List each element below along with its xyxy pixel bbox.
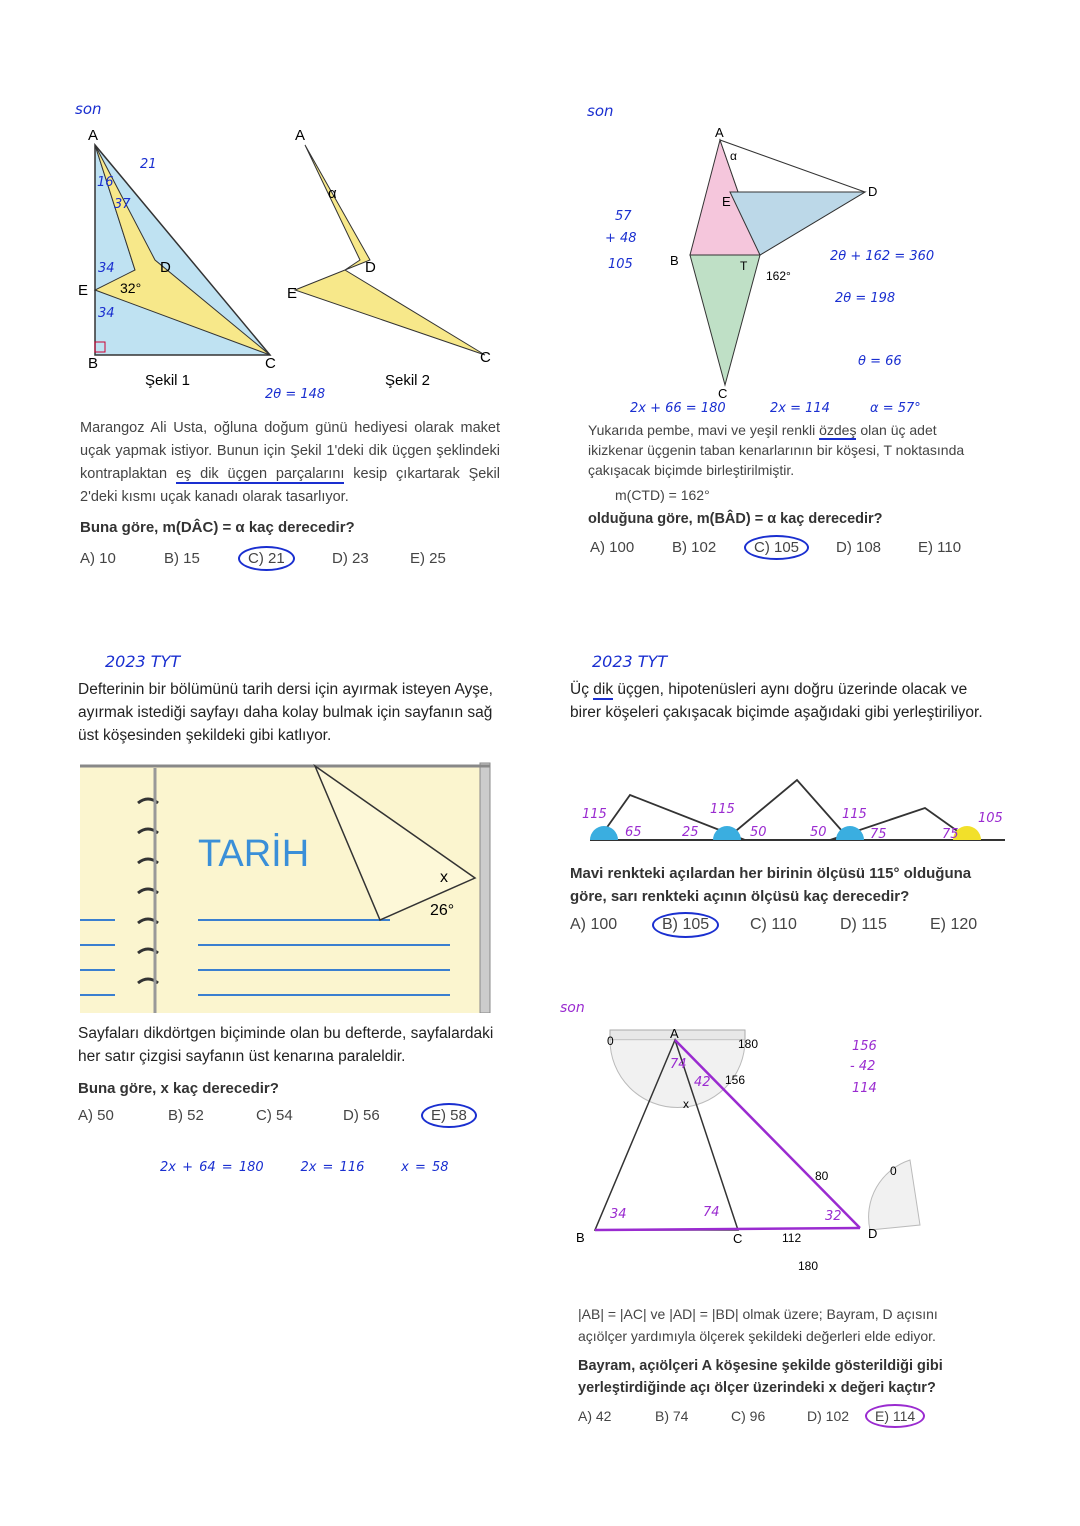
handwritten-note: 2x = 114 [770,401,830,415]
q4-body [570,862,980,934]
option-d[interactable]: D) 56 [343,1107,380,1124]
protractor-mark: 0 [890,1164,897,1178]
option-c-selected[interactable]: C) 21 [238,546,295,571]
vertex-label-a: A [670,1026,679,1041]
q2-text-part: olan üç adet ikizkenar üçgenin taban kenarlarının bir köşesi, T noktasında çakışacak biçimde birleştirilmiştir. [588,422,965,478]
vertex-label-a: A [88,127,99,144]
option-d[interactable]: D) 102 [807,1408,850,1424]
q3-intro: Defterinin bir bölümünü tarih dersi için ayırmak isteyen Ayşe, ayırmak istediği sayfayı daha kolay bulmak için sayfanın sağ üst köşesinden şekildeki gibi katlıyor. [78,681,493,744]
figure-caption: Şekil 2 [385,372,431,389]
handwritten-note: 74 [670,1057,687,1072]
handwritten-note: 105 [978,811,1003,826]
handwritten-note: 115 [842,807,867,822]
handwritten-note: 34 [98,306,115,321]
alpha-label: α [730,149,737,163]
protractor-mark: 80 [815,1169,829,1183]
option-d[interactable]: D) 115 [840,916,887,933]
handwritten-note: + 48 [605,231,637,246]
q2-text [588,420,993,480]
option-d[interactable]: D) 108 [836,539,882,556]
option-c[interactable]: C) 54 [256,1107,293,1124]
q2-options [588,539,993,556]
q2-body [588,420,993,556]
option-c-selected[interactable]: C) 105 [744,535,809,560]
q1-text-part: kesip çıkartarak Şekil 2'deki kısmı uçak kanadı olarak tasarlıyor. [80,466,500,505]
handwritten-note: 75 [942,827,959,842]
q5-figure [570,1010,1000,1290]
alpha-label: α [328,185,337,202]
vertex-label-d: D [365,259,376,276]
q5-text: |AB| = |AC| ve |AD| = |BD| olmak üzere; Bayram, D açısını açıölçer yardımıyla ölçerek şekildeki değerleri elde ediyor. [578,1306,938,1344]
handwritten-note: 115 [582,807,607,822]
option-e[interactable]: E) 120 [930,916,978,933]
handwritten-note: 75 [870,827,887,842]
q1-figure [70,120,510,410]
q3-question: Buna göre, x kaç derecedir? [78,1080,279,1097]
vertex-label-d: D [868,184,878,199]
handwritten-note: 105 [608,257,633,272]
option-a[interactable]: A) 42 [578,1408,612,1424]
vertex-label-d: D [160,259,171,276]
handwritten-note: 34 [98,261,115,276]
protractor-mark: 156 [725,1073,746,1087]
option-c[interactable]: C) 96 [731,1408,766,1424]
handwritten-note: son [560,1000,585,1016]
protractor-mark: 180 [738,1037,759,1051]
handwritten-work [78,1160,498,1175]
handwritten-note: α = 57° [870,401,921,415]
option-b[interactable]: B) 74 [655,1408,689,1424]
notebook-title: TARİH [198,833,310,875]
option-b-selected[interactable]: B) 105 [652,912,719,938]
handwritten-note: 25 [682,825,699,840]
handwritten-note: 21 [140,157,157,172]
handwritten-note: 156 [852,1039,877,1054]
handwritten-note: 2θ = 148 [265,387,326,402]
vertex-label-b: B [576,1230,585,1245]
q1-text [80,417,500,509]
handwritten-note: 2θ + 162 = 360 [830,249,935,264]
handwritten-note: 74 [703,1205,720,1220]
vertex-label-t: T [740,259,748,273]
q4-text-part: Üç [570,681,594,698]
q5-options [578,1408,983,1424]
q2-given: m(CTD) = 162° [615,487,710,503]
handwritten-step: 2x = 116 [300,1160,365,1175]
option-a[interactable]: A) 100 [570,916,618,933]
handwritten-note: 2023 TYT [592,652,668,671]
protractor-mark: 112 [782,1231,802,1245]
handwritten-note: 57 [615,209,632,224]
q3-body [78,1022,498,1175]
q5-question: Bayram, açıölçeri A köşesine şekilde gösterildiği gibi yerleştirdiğinde açı ölçer üzerindeki x değeri kaçtır? [578,1358,943,1396]
vertex-label-c: C [733,1231,743,1246]
q4-question: Mavi renkteki açılardan her birinin ölçüsü 115° olduğuna göre, sarı renkteki açının ölçüsü kaç derecedir? [570,865,972,905]
option-b[interactable]: B) 15 [164,550,200,567]
vertex-label-c: C [265,355,276,372]
vertex-label-e: E [78,282,89,299]
option-e[interactable]: E) 25 [410,550,446,567]
vertex-label-b: B [88,355,99,372]
vertex-label-c: C [718,386,728,401]
angle-label: 32° [120,280,142,296]
q3-options [78,1107,498,1124]
q2-text-underlined: özdeş [819,422,857,438]
handwritten-note: 65 [625,825,642,840]
q4-figure [570,770,1010,850]
option-e[interactable]: E) 110 [918,539,962,556]
q4-text-part: üçgen, hipotenüsleri aynı doğru üzerinde olacak ve birer köşeleri çakışacak biçimde aşağıdaki gibi yerleştiriliyor. [570,681,983,721]
option-b[interactable]: B) 102 [672,539,717,556]
vertex-label-a: A [295,127,306,144]
notebook-figure [80,758,492,1013]
vertex-label-e: E [722,194,731,209]
handwritten-note: son [587,102,614,120]
q3-text: Sayfaları dikdörtgen biçiminde olan bu defterde, sayfalardaki her satır çizgisi sayfanın üst kenarına paraleldir. [78,1025,494,1065]
handwritten-note: θ = 66 [858,354,902,369]
protractor-mark: 180 [798,1259,819,1273]
q2-figure [580,120,1000,415]
handwritten-note: 37 [114,197,131,212]
q4-text [570,678,995,724]
option-d[interactable]: D) 23 [332,550,369,567]
handwritten-note: son [75,100,102,118]
handwritten-note: 2023 TYT [105,652,181,671]
option-a[interactable]: A) 100 [590,539,635,556]
handwritten-note: 50 [750,825,767,840]
x-label: x [683,1097,689,1111]
q1-options [80,550,500,567]
handwritten-note: 32 [825,1209,842,1224]
q1-question: Buna göre, m(DÂC) = α kaç derecedir? [80,519,355,536]
option-b[interactable]: B) 52 [168,1107,204,1124]
q2-text-part: Yukarıda pembe, mavi ve yeşil renkli [588,422,820,438]
handwritten-note: 2x + 66 = 180 [630,401,726,415]
q4-text-underlined: dik [593,681,614,698]
option-e-selected[interactable]: E) 114 [865,1404,925,1428]
vertex-label-e: E [287,285,298,302]
q2-question: olduğuna göre, m(BÂD) = α kaç derecedir? [588,511,883,527]
handwritten-note: - 42 [850,1059,876,1074]
option-c[interactable]: C) 110 [750,916,797,933]
handwritten-step: 2x + 64 = 180 [160,1160,264,1175]
q1-text-underlined: eş dik üçgen parçalarını [175,466,345,482]
q1-body [80,417,500,567]
option-a[interactable]: A) 50 [78,1107,114,1124]
handwritten-note: 115 [710,802,735,817]
vertex-label-b: B [670,253,679,268]
vertex-label-c: C [480,349,491,366]
q4-options [570,916,980,934]
handwritten-step: x = 58 [401,1160,449,1175]
handwritten-note: 16 [97,175,114,190]
handwritten-note: 50 [810,825,827,840]
vertex-label-d: D [868,1226,878,1241]
blue-angle [713,826,741,840]
handwritten-note: 114 [852,1081,877,1096]
figure-caption: Şekil 1 [145,372,191,389]
angle-label: 162° [766,269,791,283]
option-a[interactable]: A) 10 [80,550,116,567]
handwritten-note: 42 [694,1075,711,1090]
x-label: x [440,869,448,886]
vertex-label-a: A [715,125,724,140]
q1-text-part: Marangoz Ali Usta, oğluna doğum günü hediyesi olarak maket uçak yapmak istiyor. Bunun için Şekil 1'deki dik üçgen şeklindeki kontraplaktan [80,420,500,482]
q5-body [578,1303,983,1424]
option-e-selected[interactable]: E) 58 [421,1103,477,1128]
protractor-mark: 0 [607,1034,614,1048]
handwritten-note: 34 [610,1207,627,1222]
blue-angle [590,826,618,840]
handwritten-note: 2θ = 198 [835,291,896,306]
angle-label: 26° [430,902,455,919]
